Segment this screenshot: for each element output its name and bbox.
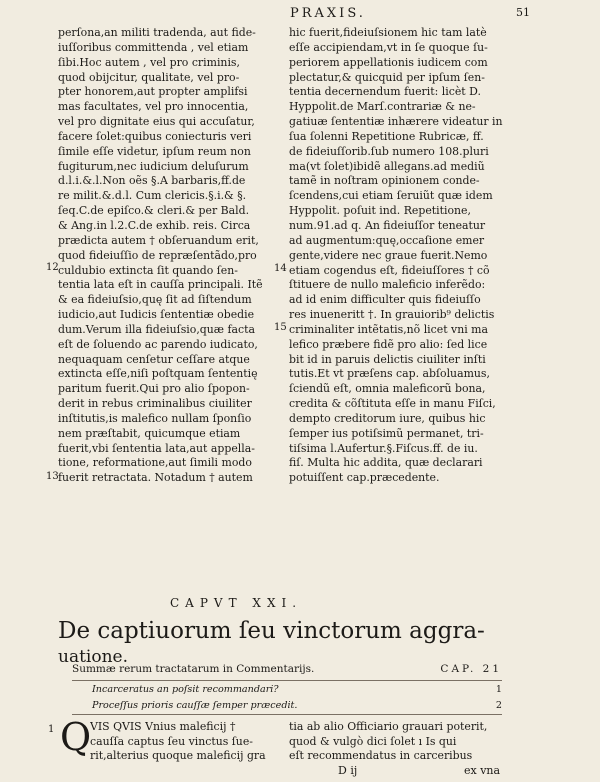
text-line: nem præſtabit, quicumque etiam bbox=[58, 426, 241, 440]
text-line: dum.Verum illa fideiuſsio,quæ facta bbox=[58, 322, 255, 336]
text-line: periorem appellationis iudicem com bbox=[289, 55, 488, 69]
text-line: Hyppolit. poſuit ind. Repetitione, bbox=[289, 204, 471, 218]
text-line: eſſe accipiendam,vt in ſe quoque ſu- bbox=[289, 40, 488, 54]
text-line: tentia decernendum fuerit: licèt D. bbox=[289, 85, 481, 99]
text-line: tamẽ in noſtram opinionem conde- bbox=[289, 174, 480, 188]
text-line: ſtituere de nullo maleficio inferẽdo: bbox=[289, 278, 486, 292]
margin-number: 15 bbox=[274, 322, 287, 333]
text-line: prædicta autem † obſeruandum erit, bbox=[58, 233, 259, 247]
text-line: criminaliter intẽtatis,nõ licet vni ma bbox=[289, 322, 488, 336]
margin-number: 12 bbox=[46, 262, 59, 273]
text-line: & ea fideiuſsio,quę ſit ad ſiſtendum bbox=[58, 293, 252, 307]
text-line: ad augmentum:quę,occaſione emer bbox=[289, 233, 485, 247]
text-line: VIS QVIS Vnius maleficij † bbox=[90, 720, 236, 733]
text-line: fuerit,vbi ſententia lata,aut appella- bbox=[58, 441, 255, 455]
text-line: nequaquam cenſetur ceſſare atque bbox=[58, 352, 250, 366]
text-line: de fideiuſſorib.ſub numero 108.pluri bbox=[289, 144, 489, 158]
text-line: cauſſa captus ſeu vinctus ſue- bbox=[90, 734, 253, 748]
summary-label: Summæ rerum tractatarum in Commentarijs. bbox=[72, 663, 315, 675]
text-line: rit,alterius quoque maleficij gra bbox=[90, 749, 266, 763]
text-line: extincta eſſe,niſi poſtquam ſententię bbox=[58, 367, 258, 381]
text-line: ſciendũ eſt, omnia maleficorũ bona, bbox=[289, 382, 486, 396]
text-line: culdubio extincta ſit quando ſen- bbox=[58, 263, 238, 277]
text-line: eſt recommendatus in carceribus bbox=[289, 749, 473, 763]
toc-text: Proceſſus prioris cauſſæ ſemper præcedit. bbox=[92, 700, 298, 711]
text-line: num.91.ad q. An fideiuſſor teneatur bbox=[289, 218, 486, 232]
text-line: tutis.Et vt præſens cap. abſoluamus, bbox=[289, 367, 490, 381]
text-line: fiſ. Multa hic addita, quæ declarari bbox=[289, 456, 483, 470]
running-head-title: PRAXIS. bbox=[290, 6, 366, 21]
text-line: iuſſoribus committenda , vel etiam bbox=[58, 40, 249, 54]
text-line: re milit.&.d.l. Cum clericis.§.i.& §. bbox=[58, 189, 247, 203]
text-line: mas facultates, vel pro innocentia, bbox=[58, 100, 249, 114]
text-line: perſona,an militi tradenda, aut fide- bbox=[58, 26, 256, 39]
text-line: gatiuæ ſententiæ inhærere videatur in bbox=[289, 115, 503, 129]
margin-number: 13 bbox=[46, 471, 59, 482]
text-line: lefico præbere fidẽ pro alio: ſed lice bbox=[289, 337, 488, 351]
text-line: ſibi.Hoc autem , vel pro criminis, bbox=[58, 55, 240, 69]
text-line: ſemper ius potiſsimũ permanet, tri- bbox=[289, 426, 484, 440]
toc-text: Incarceratus an poſsit recommandari? bbox=[92, 684, 279, 695]
text-line: vel pro dignitate eius qui accuſatur, bbox=[58, 115, 255, 129]
running-head bbox=[60, 6, 530, 24]
text-line: Hyppolit.de Marſ.contrariæ & ne- bbox=[289, 100, 476, 114]
text-line: tia ab alio Officiario grauari poterit, bbox=[289, 720, 488, 733]
text-line: ad id enim difficulter quis fideiuſſo bbox=[289, 293, 481, 307]
rule-divider bbox=[72, 680, 502, 681]
text-line: ſua ſolenni Repetitione Rubricæ, ff. bbox=[289, 129, 484, 143]
text-line: paritum fuerit.Qui pro alio ſpopon- bbox=[58, 382, 250, 396]
right-column bbox=[289, 26, 507, 486]
chapter-title-line: uatione. bbox=[58, 647, 129, 667]
text-line: & Ang.in l.2.C.de exhib. reis. Circa bbox=[58, 218, 251, 232]
signature-mark: D ij bbox=[338, 764, 358, 777]
text-line: quod obijcitur, qualitate, vel pro- bbox=[58, 70, 240, 84]
body-right bbox=[289, 720, 507, 764]
text-line: eſt de ſoluendo ac parendo iudicato, bbox=[58, 337, 258, 351]
text-line: hic fuerit,fideiuſsionem hic tam latè bbox=[289, 26, 487, 39]
toc-number: 1 bbox=[495, 684, 502, 695]
text-line: fuerit retractata. Notadum † autem bbox=[58, 471, 253, 485]
text-line: ma(vt ſolet)ibidẽ allegans.ad mediũ bbox=[289, 159, 485, 173]
text-line: gente,videre nec graue fuerit.Nemo bbox=[289, 248, 488, 262]
text-line: pter honorem,aut propter amplifsi bbox=[58, 85, 248, 99]
text-line: ſeq.C.de epiſco.& cleri.& per Bald. bbox=[58, 204, 250, 218]
catchword: ex vna bbox=[464, 764, 501, 777]
chapter-title-line: De captiuorum ſeu vinctorum aggra- bbox=[58, 618, 485, 644]
text-line: d.l.i.&.l.Non oẽs §.A barbaris,ff.de bbox=[58, 174, 246, 188]
page-number: 51 bbox=[516, 6, 530, 19]
summary-cap: CAP. 21 bbox=[440, 663, 502, 675]
text-line: ſcendens,cui etiam ſeruiũt quæ idem bbox=[289, 189, 493, 203]
text-line: inſtitutis,is malefico nullam ſponſio bbox=[58, 411, 252, 425]
text-line: derit in rebus criminalibus ciuiliter bbox=[58, 397, 252, 411]
text-line: quod & vulgò dici ſolet ı Is qui bbox=[289, 734, 457, 748]
text-line: credita & cõſtituta eſſe in manu Fiſci, bbox=[289, 397, 496, 411]
margin-number: 1 bbox=[48, 724, 55, 735]
toc-item bbox=[92, 684, 502, 695]
drop-cap-initial: Q bbox=[60, 715, 92, 759]
text-line: tentia lata eſt in cauſſa principali. Itẽ bbox=[58, 278, 263, 292]
text-line: ſimile eſſe videtur, ipſum reum non bbox=[58, 144, 251, 158]
text-line: plectatur,& quicquid per ipſum ſen- bbox=[289, 70, 485, 84]
left-column bbox=[58, 26, 272, 486]
text-line: quod fideiuſſio de repræſentãdo,pro bbox=[58, 248, 257, 262]
text-line: facere ſolet:quibus coniecturis veri bbox=[58, 129, 252, 143]
text-line: res inueneritt †. In grauiorib⁹ delictis bbox=[289, 308, 495, 322]
toc-item bbox=[92, 700, 502, 711]
text-line: tiſsima l.Aufertur.§.Fiſcus.ff. de iu. bbox=[289, 441, 478, 455]
margin-number: 14 bbox=[274, 263, 287, 274]
body-left bbox=[90, 720, 276, 764]
rule-divider bbox=[72, 714, 502, 715]
text-line: etiam cogendus eſt, fideiuſſores † cõ bbox=[289, 263, 490, 277]
text-line: bit id in paruis delictis ciuiliter inſti bbox=[289, 352, 486, 366]
text-line: potuiſſent cap.præcedente. bbox=[289, 471, 440, 485]
toc-number: 2 bbox=[495, 700, 502, 711]
caput-heading: CAPVT XXI. bbox=[170, 596, 303, 610]
text-line: dempto creditorum iure, quibus hic bbox=[289, 411, 486, 425]
text-line: fugiturum,nec iudicium deluſurum bbox=[58, 159, 249, 173]
text-line: iudicio,aut Iudicis ſententiæ obedie bbox=[58, 308, 255, 322]
text-line: tione, reformatione,aut ſimili modo bbox=[58, 456, 252, 470]
